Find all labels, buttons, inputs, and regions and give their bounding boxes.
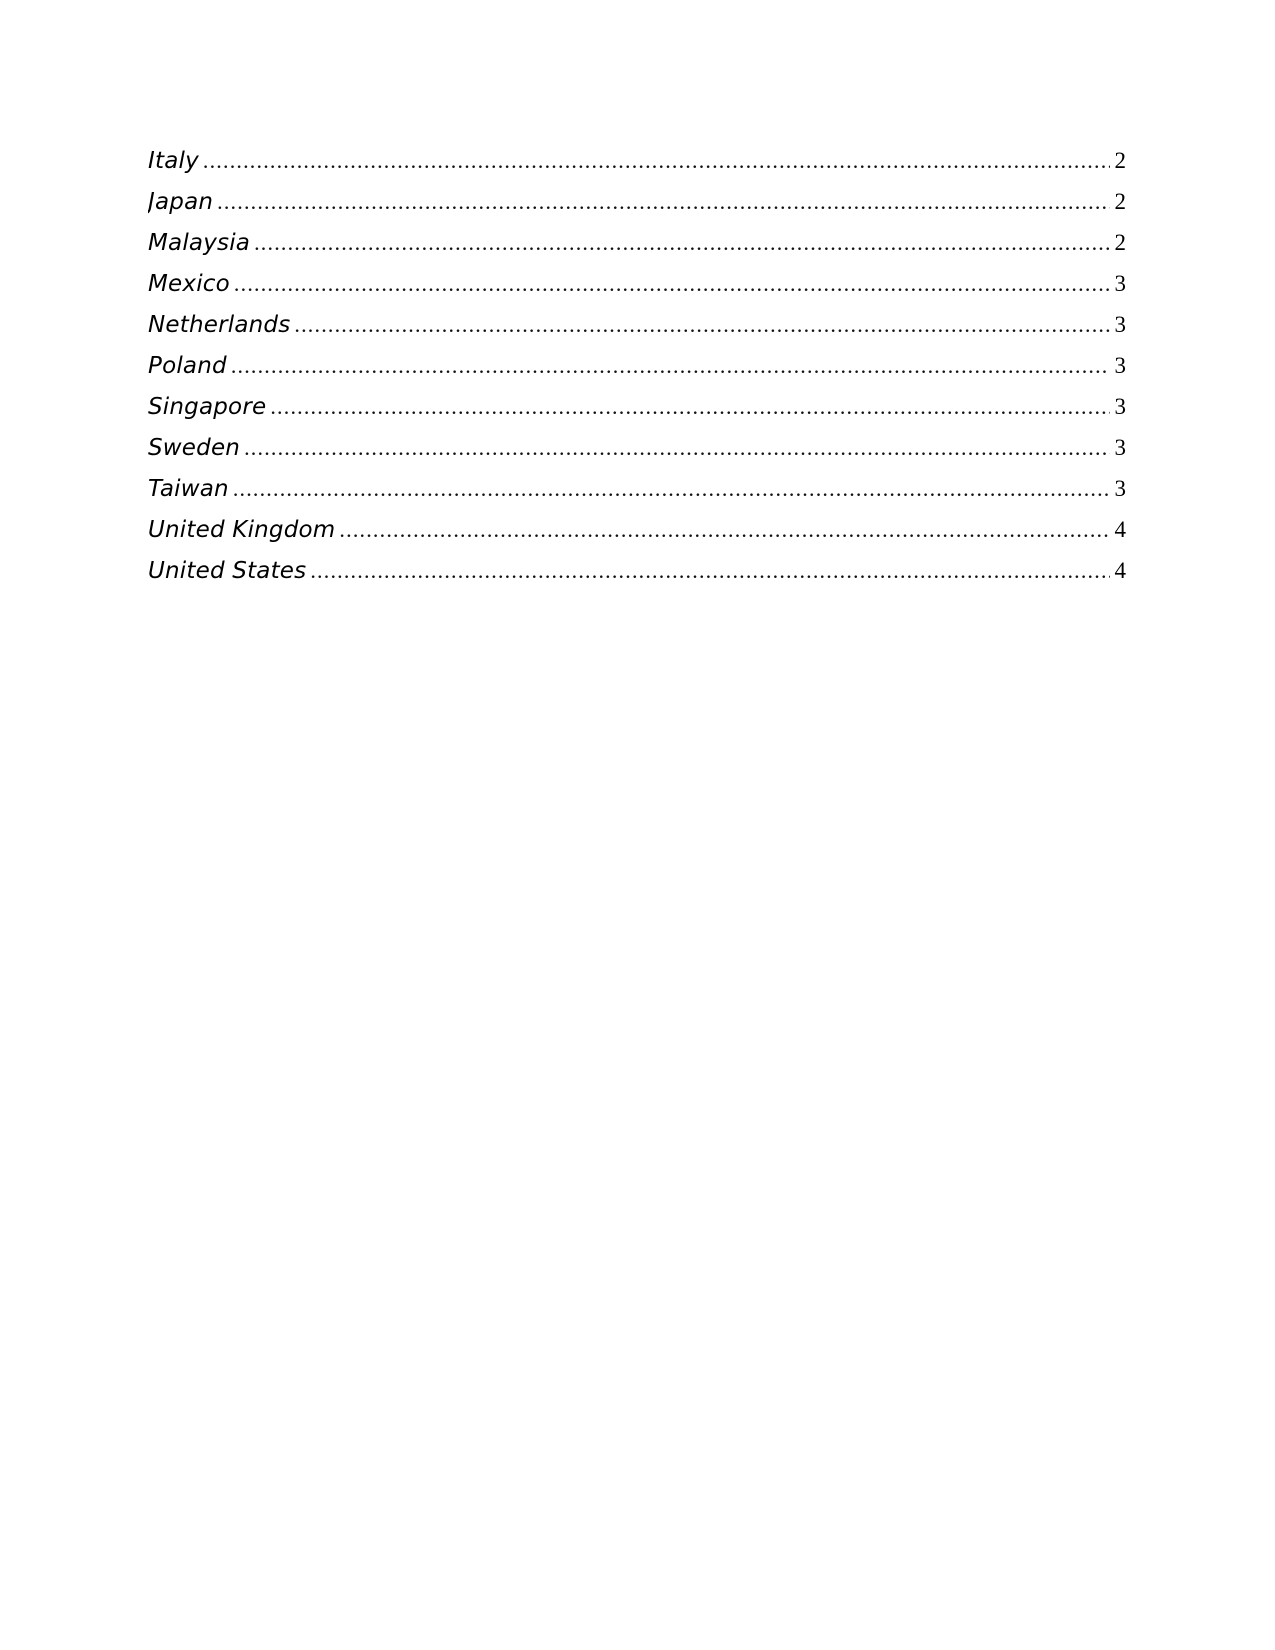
toc-entry-label: Malaysia [148,230,251,256]
toc-dot-leader [339,509,1110,550]
toc-entry-mexico[interactable] [148,263,1126,304]
toc-entry-label: Singapore [148,394,267,420]
toc-entry-page-number: 4 [1114,558,1126,583]
toc-entry-page-number: 3 [1114,394,1126,419]
toc-entry-page-number: 2 [1114,189,1126,214]
toc-entry-united-states[interactable] [148,550,1126,591]
toc-entry-page-number: 3 [1114,312,1126,337]
toc-entry-page-number: 3 [1114,435,1126,460]
toc-entry-label: Netherlands [148,312,291,338]
toc-entry-page-number: 3 [1114,353,1126,378]
toc-entry-label: Japan [148,189,214,215]
toc-entry-malaysia[interactable] [148,222,1126,263]
toc-entry-page-number: 2 [1114,230,1126,255]
toc-dot-leader [203,140,1110,181]
toc-entry-page-number: 4 [1114,517,1126,542]
toc-entry-poland[interactable] [148,345,1126,386]
toc-dot-leader [254,222,1110,263]
table-of-contents [148,140,1126,591]
toc-entry-label: Taiwan [148,476,229,502]
toc-entry-italy[interactable] [148,140,1126,181]
toc-dot-leader [234,263,1110,304]
toc-entry-label: Italy [148,148,199,174]
toc-entry-sweden[interactable] [148,427,1126,468]
toc-dot-leader [217,181,1110,222]
toc-dot-leader [231,345,1110,386]
toc-dot-leader [270,386,1110,427]
toc-entry-page-number: 3 [1114,271,1126,296]
toc-dot-leader [244,427,1110,468]
toc-entry-taiwan[interactable] [148,468,1126,509]
toc-entry-page-number: 2 [1114,148,1126,173]
toc-entry-label: United States [148,558,307,584]
toc-entry-label: United Kingdom [148,517,336,543]
toc-entry-page-number: 3 [1114,476,1126,501]
toc-dot-leader [294,304,1110,345]
toc-entry-netherlands[interactable] [148,304,1126,345]
toc-dot-leader [233,468,1110,509]
toc-entry-label: Poland [148,353,227,379]
toc-entry-japan[interactable] [148,181,1126,222]
toc-entry-label: Sweden [148,435,241,461]
toc-entry-singapore[interactable] [148,386,1126,427]
toc-dot-leader [310,550,1110,591]
toc-entry-label: Mexico [148,271,230,297]
toc-entry-united-kingdom[interactable] [148,509,1126,550]
